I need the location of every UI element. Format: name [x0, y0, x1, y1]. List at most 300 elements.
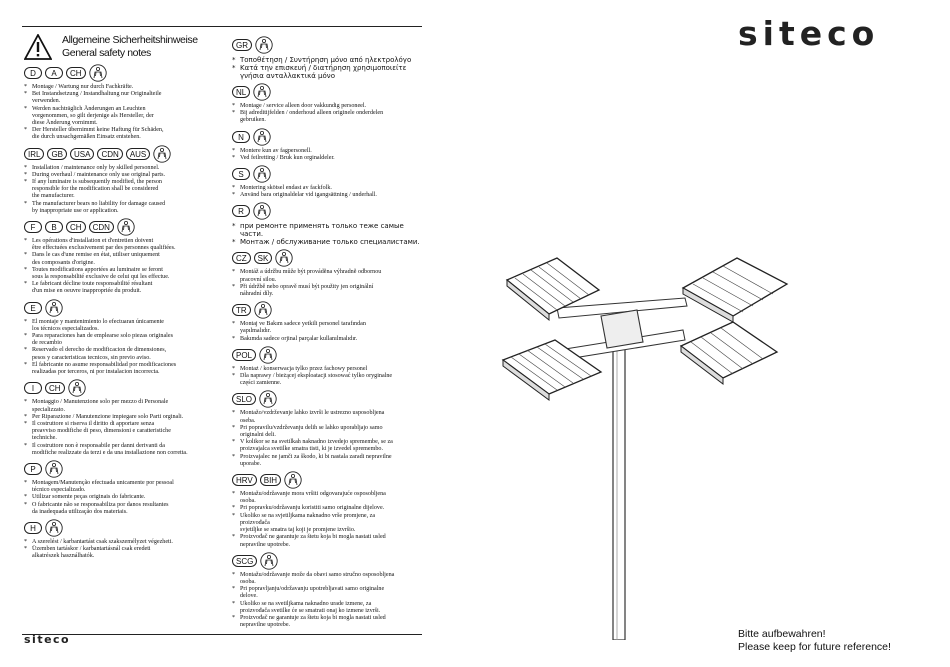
safety-note-text: Montaj ve Bakım sadece yetkili personel tarafından — [240, 321, 366, 328]
safety-note-line — [24, 494, 214, 501]
bullet — [24, 193, 32, 200]
bullet: * — [232, 365, 236, 372]
country-code-badge: IRL — [24, 148, 44, 160]
safety-note-text: Montažu/održavanje može da obavi samo stručno osposobljena — [240, 571, 395, 578]
language-section — [24, 460, 214, 516]
country-code-badge: A — [45, 67, 63, 79]
safety-note-text: Proizvajalec ne jamči za škodo, ki bi nastala zaradi nepravilne — [240, 453, 392, 460]
safety-note-text: Pri popravilu/vzdrževanju delih se lahko uporabljajo samo — [240, 424, 383, 431]
safety-note-text: sous la responsabilité exclusive de celui qui les effectue. — [32, 274, 170, 281]
bullet — [24, 245, 32, 252]
safety-note-line — [232, 64, 422, 72]
title-de: Allgemeine Sicherheitshinweise — [62, 34, 198, 46]
bullet: * — [24, 361, 28, 368]
country-code-badge: SK — [254, 252, 273, 264]
safety-note-text: Installation / maintenance only by skilled personnel. — [32, 164, 160, 171]
qualified-person-icon — [255, 36, 273, 54]
safety-note-line — [232, 238, 422, 246]
bullet: * — [232, 56, 236, 64]
safety-note-line — [24, 347, 214, 354]
safety-note-text: proizvajalca svetilke smatra tisti, ki je izvedel spremembo. — [240, 446, 383, 453]
safety-note-text: modifiche realizzate da terzi e da una installazione non corretta. — [32, 449, 188, 456]
bullet — [24, 487, 32, 494]
safety-note-line — [24, 91, 214, 98]
bullet — [232, 527, 240, 534]
safety-note-line — [232, 527, 422, 534]
country-code-badge: USA — [70, 148, 94, 160]
safety-note-text: diese Änderung vornimmt. — [32, 120, 98, 127]
language-section — [232, 390, 422, 468]
bullet: * — [24, 420, 28, 427]
country-codes — [232, 202, 422, 220]
keep-note-de: Bitte aufbewahren! — [738, 628, 826, 640]
bullet — [232, 498, 240, 505]
bullet: * — [24, 399, 28, 406]
country-code-badge: CZ — [232, 252, 251, 264]
qualified-person-icon — [259, 346, 277, 364]
language-section — [24, 519, 214, 561]
safety-note-line — [232, 579, 422, 586]
bullet: * — [24, 127, 28, 134]
warning-triangle-icon — [24, 34, 52, 60]
country-code-badge: S — [232, 168, 250, 180]
safety-note-text: Montažo/vzdrževanje lahko izvrši le ustrezno usposobljena — [240, 410, 385, 417]
bullet: * — [24, 105, 28, 112]
safety-note-text: svjetiljke se smatra taj koji je promjene izvršio. — [240, 527, 356, 534]
safety-note-text: osoba. — [240, 578, 256, 585]
bullet: * — [232, 491, 236, 498]
title-en: General safety notes — [62, 47, 151, 59]
bullet: * — [24, 200, 28, 207]
safety-note-text: être effectuées exclusivement par des personnes qualifiées. — [32, 245, 176, 252]
bullet: * — [232, 586, 236, 593]
bullet: * — [232, 534, 236, 541]
bullet: * — [232, 64, 236, 72]
luminaire-illustration — [497, 250, 897, 640]
safety-note-line — [232, 534, 422, 541]
safety-note-text: alkatrészek használhatók. — [32, 553, 95, 560]
safety-note-line — [24, 546, 214, 553]
country-codes — [232, 128, 422, 146]
safety-note-line — [24, 502, 214, 509]
bullet — [24, 134, 32, 141]
safety-note-text: gebruiken. — [240, 117, 266, 124]
bullet: * — [24, 266, 28, 273]
safety-note-text: los técnicos especializados. — [32, 325, 99, 332]
safety-note-line — [232, 513, 422, 520]
bullet — [232, 520, 240, 527]
bullet — [232, 117, 240, 124]
safety-note-line — [24, 399, 214, 406]
bullet: * — [24, 252, 28, 259]
safety-note-line — [232, 380, 422, 387]
safety-note-text: Montage / Wartung nur durch Fachkräfte. — [32, 84, 134, 90]
safety-note-line — [24, 326, 214, 333]
safety-note-text: części zamienne. — [240, 380, 282, 387]
safety-note-text: Τοποθέτηση / Συντήρηση μόνο από ηλεκτρολόγο — [240, 56, 412, 64]
safety-note-text: Proizvođač ne garantuje za štetu koja bi mogla nastati usled — [240, 534, 386, 541]
safety-note-line — [24, 260, 214, 267]
safety-note-line — [24, 193, 214, 200]
country-code-badge: SCG — [232, 555, 257, 567]
safety-note-text: Per Riparazione / Manutenzione impiegare solo Parti orginali. — [32, 413, 184, 420]
bullet — [232, 432, 240, 439]
country-code-badge: GB — [47, 148, 67, 160]
language-section — [232, 552, 422, 630]
bullet — [232, 579, 240, 586]
country-code-badge: N — [232, 131, 250, 143]
country-code-badge: R — [232, 205, 250, 217]
safety-note-text: da inadequada utilização dos materiais. — [32, 508, 128, 515]
safety-note-text: Reservado el derecho de modificacion de dimensiones, — [32, 347, 167, 354]
language-section — [232, 249, 422, 298]
language-section — [232, 83, 422, 125]
safety-note-line — [232, 615, 422, 622]
bullet — [232, 418, 240, 425]
safety-note-text: Bakımda sadece orjinal parçalar kullanılmalıdır. — [240, 335, 358, 342]
bullet — [24, 326, 32, 333]
middle-column — [232, 34, 422, 632]
safety-note-line — [24, 281, 214, 288]
safety-note-text: Ukoliko se na svetiljkama naknadno urade izmene, za — [240, 600, 372, 607]
country-code-badge: AUS — [126, 148, 150, 160]
safety-note-line — [232, 192, 422, 199]
safety-note-text: técnico especializado. — [32, 487, 86, 494]
bullet: * — [24, 479, 28, 486]
country-code-badge: CDN — [89, 221, 114, 233]
safety-note-line — [232, 269, 422, 276]
safety-note-line — [232, 155, 422, 162]
country-codes — [232, 36, 422, 54]
safety-note-text: Üzemben tartáskor / karbantartásnál csak eredeti — [32, 546, 151, 553]
safety-note-line — [232, 593, 422, 600]
bullet: * — [232, 335, 236, 342]
country-codes — [24, 145, 214, 163]
safety-note-text: Při údržbě nebo opravě musí být použity jen originální — [240, 283, 374, 290]
qualified-person-icon — [253, 165, 271, 183]
bullet — [232, 277, 240, 284]
safety-note-text: delove. — [240, 593, 258, 600]
safety-note-line — [232, 366, 422, 373]
safety-note-text: Toutes modifications apportées au luminaire se feront — [32, 266, 163, 273]
bullet — [24, 98, 32, 105]
language-section — [24, 218, 214, 296]
safety-note-text: γνήσια ανταλλακτικά μόνο — [240, 72, 335, 80]
safety-note-text: specializzato. — [32, 406, 65, 413]
safety-note-line — [232, 418, 422, 425]
country-code-badge: D — [24, 67, 42, 79]
safety-note-line — [232, 622, 422, 629]
country-code-badge: SLO — [232, 393, 256, 405]
country-code-badge: CH — [45, 382, 65, 394]
keep-note-en: Please keep for future reference! — [738, 641, 891, 653]
language-section — [24, 64, 214, 142]
safety-note-text: Pri popravku/održavanju koristiti samo originalne dijelove. — [240, 505, 385, 512]
safety-note-text: Utilizar somente peças originais do fabricante. — [32, 494, 146, 501]
safety-note-text: náhradní díly. — [240, 291, 274, 298]
safety-note-line — [24, 362, 214, 369]
safety-note-text: Para reparaciones han de emplearse solo piezas originales — [32, 333, 173, 340]
language-section — [24, 145, 214, 215]
safety-note-text: Ved feilretting / Bruk kun orginaldeler. — [240, 154, 335, 161]
safety-note-line — [232, 336, 422, 343]
qualified-person-icon — [259, 390, 277, 408]
bullet: * — [24, 164, 28, 171]
bullet — [232, 622, 240, 629]
bullet: * — [24, 333, 28, 340]
language-section — [232, 301, 422, 343]
bullet — [24, 288, 32, 295]
safety-note-line — [24, 106, 214, 113]
safety-note-line — [24, 369, 214, 376]
bullet: * — [24, 91, 28, 98]
qualified-person-icon — [275, 249, 293, 267]
safety-note-text: responsible for the modification shall be considered — [32, 186, 159, 193]
safety-note-line — [24, 355, 214, 362]
safety-note-line — [24, 480, 214, 487]
safety-note-text: yapılmalıdır. — [240, 328, 271, 335]
country-code-badge: CH — [66, 67, 86, 79]
safety-note-text: des composants d'origine. — [32, 259, 95, 266]
country-codes — [24, 64, 214, 82]
safety-note-line — [232, 410, 422, 417]
safety-note-text: verwenden. — [32, 98, 61, 105]
country-code-badge: HRV — [232, 474, 257, 486]
bullet: * — [232, 222, 236, 231]
bullet — [24, 428, 32, 435]
luminaire-head-bottom-right — [681, 322, 777, 384]
safety-note-text: Dans le cas d'une remise en état, utiliser uniquement — [32, 252, 160, 259]
safety-note-line — [24, 450, 214, 457]
safety-note-text: proizvođača — [240, 519, 270, 526]
bullet: * — [24, 318, 28, 325]
safety-note-text: Bij adreditijfelden / onderhoud alleen originele onderdelen — [240, 110, 384, 117]
safety-note-line — [232, 608, 422, 615]
safety-note-line — [24, 252, 214, 259]
bullet: * — [232, 505, 236, 512]
safety-note-text: de recambio — [32, 340, 62, 347]
safety-note-text: d'un mise en oeuvre inappropriée du produit. — [32, 288, 142, 295]
bullet — [232, 461, 240, 468]
safety-note-line — [232, 505, 422, 512]
safety-note-line — [24, 553, 214, 560]
safety-note-text: osoba. — [240, 498, 256, 505]
safety-note-line — [232, 498, 422, 505]
luminaire-head-top-right — [683, 258, 787, 322]
safety-note-line — [24, 319, 214, 326]
bullet: * — [232, 147, 236, 154]
country-code-badge: E — [24, 302, 42, 314]
bullet: * — [232, 321, 236, 328]
bullet — [24, 208, 32, 215]
bullet: * — [24, 281, 28, 288]
language-section — [232, 346, 422, 388]
country-code-badge: I — [24, 382, 42, 394]
safety-note-text: El fabricante no asume responsabilidad por modificaciones — [32, 361, 177, 368]
safety-note-text: die durch unsachgemäßen Einsatz entstehen. — [32, 134, 141, 141]
safety-note-line — [232, 572, 422, 579]
bullet: * — [232, 269, 236, 276]
bullet: * — [24, 494, 28, 501]
title-header — [24, 34, 214, 60]
safety-note-text: El montaje y mantenimiento lo efectuaran únicamente — [32, 318, 164, 325]
safety-note-line — [24, 443, 214, 450]
safety-note-line — [232, 425, 422, 432]
qualified-person-icon — [117, 218, 135, 236]
safety-note-text: Il costruttore si riserva il diritto di apportare senza — [32, 420, 155, 427]
safety-note-text: Proizvođač ne garantuje za štetu koja bi mogla nastati usled — [240, 614, 386, 621]
country-code-badge: NL — [232, 86, 250, 98]
bullet: * — [232, 373, 236, 380]
bullet: * — [24, 84, 28, 90]
safety-note-line — [24, 134, 214, 141]
safety-note-text: During overhaul / maintenance only use original parts. — [32, 171, 166, 178]
safety-note-line — [232, 284, 422, 291]
safety-note-line — [24, 113, 214, 120]
safety-note-line — [24, 165, 214, 172]
safety-note-text: preavviso modifiche di peso, dimensioni e caratteristiche — [32, 428, 171, 435]
bullet: * — [24, 501, 28, 508]
bullet: * — [24, 442, 28, 449]
safety-note-text: Montage / service alleen door vakkundig personeel. — [240, 103, 367, 109]
safety-note-line — [232, 148, 422, 155]
bullet: * — [232, 453, 236, 460]
country-code-badge: CH — [66, 221, 86, 233]
qualified-person-icon — [253, 128, 271, 146]
bullet: * — [232, 110, 236, 117]
country-codes — [232, 165, 422, 183]
safety-note-line — [232, 491, 422, 498]
brand-logo: siteco — [738, 14, 880, 53]
country-code-badge: TR — [232, 304, 251, 316]
country-codes — [24, 379, 214, 397]
safety-note-line — [232, 586, 422, 593]
country-codes — [24, 218, 214, 236]
qualified-person-icon — [45, 299, 63, 317]
safety-note-text: techniche. — [32, 435, 57, 442]
country-codes — [232, 249, 422, 267]
safety-note-line — [232, 446, 422, 453]
safety-note-text: the manufacturer. — [32, 193, 75, 200]
country-code-badge: POL — [232, 349, 256, 361]
safety-note-line — [24, 201, 214, 208]
bullet — [232, 291, 240, 298]
safety-note-line — [232, 601, 422, 608]
safety-note-text: Pri popravljanju/održavanju upotrebljavati samo originalne — [240, 586, 385, 593]
bullet: * — [24, 538, 28, 545]
safety-note-line — [232, 432, 422, 439]
safety-note-text: Il costruttore non è responsabile per danni derivanti da — [32, 442, 166, 449]
bullet — [232, 380, 240, 387]
safety-note-text: pracovní silou. — [240, 276, 277, 283]
safety-note-line — [232, 56, 422, 64]
safety-note-text: nepravilne upotrebe. — [240, 541, 291, 548]
safety-note-text: nepravilne upotrebe. — [240, 622, 291, 629]
qualified-person-icon — [45, 519, 63, 537]
right-sections — [232, 36, 422, 629]
country-codes — [24, 299, 214, 317]
bullet: * — [232, 571, 236, 578]
safety-note-line — [232, 110, 422, 117]
qualified-person-icon — [89, 64, 107, 82]
language-section — [232, 36, 422, 80]
qualified-person-icon — [260, 552, 278, 570]
safety-note-text: Монтаж / обслуживание только специалистами. — [240, 238, 420, 247]
safety-note-line — [24, 84, 214, 91]
safety-note-line — [24, 414, 214, 421]
bullet — [24, 260, 32, 267]
language-section — [232, 202, 422, 246]
country-code-badge: B — [45, 221, 63, 233]
safety-note-text: O fabricante não se responsabiliza por danos resultantes — [32, 501, 169, 508]
bullet: * — [24, 546, 28, 553]
safety-note-line — [24, 428, 214, 435]
bottom-rule — [22, 634, 422, 635]
safety-note-text: Montagem/Manutenção efectuada unicamente por pessoal — [32, 479, 174, 486]
language-section — [232, 471, 422, 549]
qualified-person-icon — [284, 471, 302, 489]
bullet — [24, 369, 32, 376]
country-code-badge: CDN — [97, 148, 122, 160]
bullet — [232, 328, 240, 335]
safety-note-line — [232, 461, 422, 468]
country-codes — [232, 83, 422, 101]
safety-note-line — [232, 117, 422, 124]
safety-note-line — [24, 267, 214, 274]
qualified-person-icon — [253, 202, 271, 220]
safety-note-text: Werden nachträglich Änderungen an Leuchten — [32, 105, 146, 112]
bullet — [24, 120, 32, 127]
bullet — [24, 407, 32, 414]
country-codes — [232, 346, 422, 364]
bullet — [232, 608, 240, 615]
safety-note-text: uporabe. — [240, 460, 262, 467]
bullet: * — [24, 347, 28, 354]
brand-logo-small: siteco — [24, 633, 71, 646]
safety-note-line — [24, 288, 214, 295]
qualified-person-icon — [254, 301, 272, 319]
safety-note-text: Ukoliko se na svjetiljkama naknadno vrše promjene, za — [240, 512, 376, 519]
safety-note-line — [232, 222, 422, 238]
safety-note-text: pesos y caracteristicas tecnicos, sin previo aviso. — [32, 354, 151, 361]
bullet — [24, 355, 32, 362]
bullet: * — [232, 600, 236, 607]
qualified-person-icon — [153, 145, 171, 163]
safety-note-text: Montere kun av fagpersonell. — [240, 147, 312, 154]
keep-note — [738, 628, 891, 654]
safety-note-text: The manufacturer bears no liability for damage caused — [32, 200, 166, 207]
safety-note-line — [24, 208, 214, 215]
bullet — [24, 450, 32, 457]
safety-note-text: V kolikor se na svetilkah naknadno izvedejo spremembe, se za — [240, 439, 393, 446]
bullet: * — [232, 512, 236, 519]
country-codes — [24, 460, 214, 478]
bullet: * — [24, 413, 28, 420]
bullet: * — [232, 614, 236, 621]
safety-note-line — [232, 277, 422, 284]
safety-note-line — [232, 520, 422, 527]
bullet: * — [232, 283, 236, 290]
bullet — [232, 593, 240, 600]
safety-note-line — [24, 98, 214, 105]
bullet — [24, 509, 32, 516]
safety-note-text: Montering skötsel endast av fackfolk. — [240, 185, 332, 192]
safety-note-line — [232, 454, 422, 461]
bullet — [232, 446, 240, 453]
safety-note-line — [232, 542, 422, 549]
safety-note-line — [232, 291, 422, 298]
safety-note-line — [232, 185, 422, 192]
